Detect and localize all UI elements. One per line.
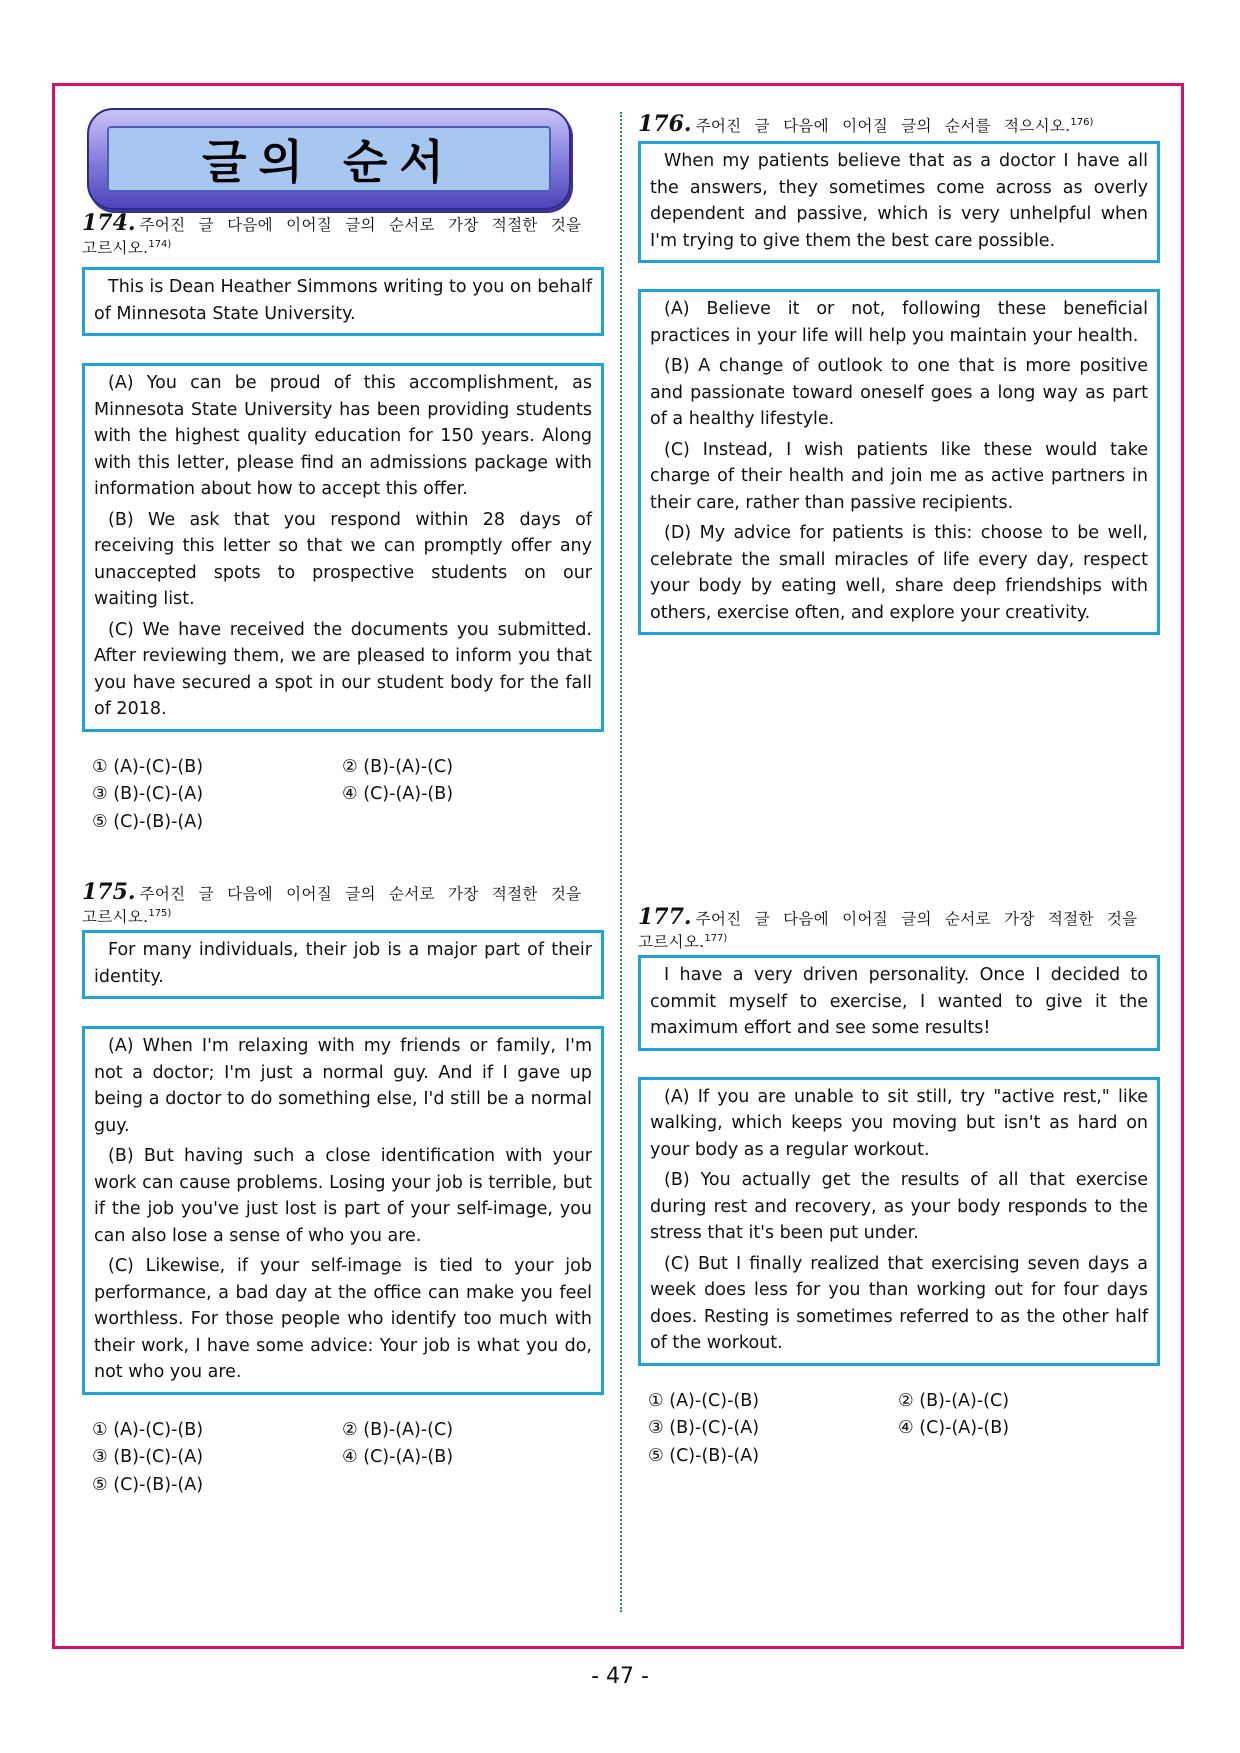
footnote-ref: 174) [148, 239, 172, 250]
choice-5[interactable]: ⑤ (C)-(B)-(A) [92, 811, 204, 832]
question-number: 177. [638, 904, 692, 930]
passages-box [82, 1026, 604, 1395]
passages-box [638, 1077, 1160, 1366]
choice-2[interactable]: ② (B)-(A)-(C) [342, 1419, 454, 1440]
choice-3[interactable]: ③ (B)-(C)-(A) [92, 784, 204, 805]
passage-c: (C) But I finally realized that exercising seven days a week does less for you than working out for four days does. Resting is sometimes referred to as the other half of the workout. [650, 1253, 1148, 1354]
passages-box [638, 289, 1160, 635]
given-text: This is Dean Heather Simmons writing to you on behalf of Minnesota State University. [94, 277, 592, 324]
page-number: - 47 - [591, 1664, 649, 1689]
choice-3[interactable]: ③ (B)-(C)-(A) [648, 1418, 760, 1439]
question-177 [638, 904, 1160, 1470]
footnote-ref: 175) [148, 908, 172, 919]
given-text: I have a very driven personality. Once I decided to commit myself to exercise, I wanted to give it the maximum effort and see some results! [650, 965, 1148, 1039]
question-175 [82, 879, 604, 1499]
answer-choices [638, 1388, 1160, 1471]
passage-b: (B) We ask that you respond within 28 days of receiving this letter so that we can promptly offer any unaccepted spots to prospective students on our waiting list. [94, 509, 592, 610]
passage-b: (B) But having such a close identification with your work can cause problems. Losing your job is terrible, but if the job you've just lost is part of your self-image, you can also lose a sense of who you are. [94, 1146, 592, 1246]
section-banner-inner [107, 126, 551, 192]
question-177-header [638, 904, 1160, 952]
given-text: When my patients believe that as a doctor I have all the answers, they sometimes come across as overly dependent and passive, which is very unhelpful when I'm trying to give them the best care possible. [650, 151, 1148, 251]
question-number: 176. [638, 111, 692, 138]
question-176-header [638, 113, 1160, 136]
passage-b: (B) A change of outlook to one that is more positive and passionate toward oneself goes a long way as part of a healthy lifestyle. [650, 356, 1148, 430]
question-instruction: 주어진 글 다음에 이어질 글의 순서로 가장 적절한 것을 고르시오. [82, 216, 582, 258]
footnote-ref: 176) [1070, 117, 1094, 128]
section-title: 글의 순서 [202, 135, 456, 189]
given-text: For many individuals, their job is a major part of their identity. [94, 940, 592, 987]
choice-4[interactable]: ④ (C)-(A)-(B) [898, 1418, 1010, 1439]
question-instruction: 주어진 글 다음에 이어질 글의 순서로 가장 적절한 것을 고르시오. [638, 910, 1138, 952]
passage-a: (A) You can be proud of this accomplishment, as Minnesota State University has been providing students with the highest quality education for 150 years. Along with this letter, please find an admissions package with information about how to accept this offer. [94, 373, 592, 500]
passage-a: (A) Believe it or not, following these beneficial practices in your life will help you maintain your health. [650, 299, 1148, 346]
question-175-header [82, 879, 604, 927]
given-text-box [82, 930, 604, 999]
choice-5[interactable]: ⑤ (C)-(B)-(A) [92, 1474, 204, 1495]
question-instruction: 주어진 글 다음에 이어질 글의 순서로 가장 적절한 것을 고르시오. [82, 885, 582, 927]
question-number: 175. [82, 879, 136, 905]
question-instruction: 주어진 글 다음에 이어질 글의 순서를 적으시오. [695, 117, 1071, 136]
choice-3[interactable]: ③ (B)-(C)-(A) [92, 1447, 204, 1468]
answer-choices [82, 754, 604, 837]
question-174 [82, 210, 604, 836]
choice-1[interactable]: ① (A)-(C)-(B) [92, 756, 204, 777]
question-174-header [82, 210, 604, 258]
choice-4[interactable]: ④ (C)-(A)-(B) [342, 784, 454, 805]
choice-2[interactable]: ② (B)-(A)-(C) [342, 756, 454, 777]
passage-c: (C) We have received the documents you submitted. After reviewing them, we are pleased to inform you that you have secured a spot in our student body for the fall of 2018. [94, 619, 592, 720]
passage-d: (D) My advice for patients is this: choose to be well, celebrate the small miracles of life every day, respect your body by eating well, share deep friendships with others, exercise often, and explore your creativity. [650, 523, 1148, 623]
choice-4[interactable]: ④ (C)-(A)-(B) [342, 1447, 454, 1468]
section-banner [87, 108, 571, 210]
given-text-box [638, 141, 1160, 263]
question-number: 174. [82, 210, 136, 236]
given-text-box [82, 267, 604, 336]
passage-c: (C) Instead, I wish patients like these would take charge of their health and join me as active partners in their care, rather than passive recipients. [650, 439, 1148, 513]
question-176 [638, 113, 1160, 635]
passage-a: (A) When I'm relaxing with my friends or family, I'm not a doctor; I'm just a normal guy. And if I gave up being a doctor to do something else, I'd still be a normal guy. [94, 1036, 592, 1136]
column-divider [620, 112, 622, 1612]
choice-2[interactable]: ② (B)-(A)-(C) [898, 1390, 1010, 1411]
passages-box [82, 363, 604, 732]
passage-b: (B) You actually get the results of all that exercise during rest and recovery, as your body responds to the stress that it's been put under. [650, 1170, 1148, 1244]
footnote-ref: 177) [704, 933, 728, 944]
choice-5[interactable]: ⑤ (C)-(B)-(A) [648, 1445, 760, 1466]
given-text-box [638, 955, 1160, 1051]
passage-a: (A) If you are unable to sit still, try "active rest," like walking, which keeps you moving but isn't as hard on your body as a regular workout. [650, 1086, 1148, 1160]
answer-choices [82, 1417, 604, 1500]
passage-c: (C) Likewise, if your self-image is tied to your job performance, a bad day at the office can make you feel worthless. For those people who identify too much with their work, I have some advice: Your job is what you do, not who you are. [94, 1256, 592, 1383]
choice-1[interactable]: ① (A)-(C)-(B) [648, 1390, 760, 1411]
choice-1[interactable]: ① (A)-(C)-(B) [92, 1419, 204, 1440]
